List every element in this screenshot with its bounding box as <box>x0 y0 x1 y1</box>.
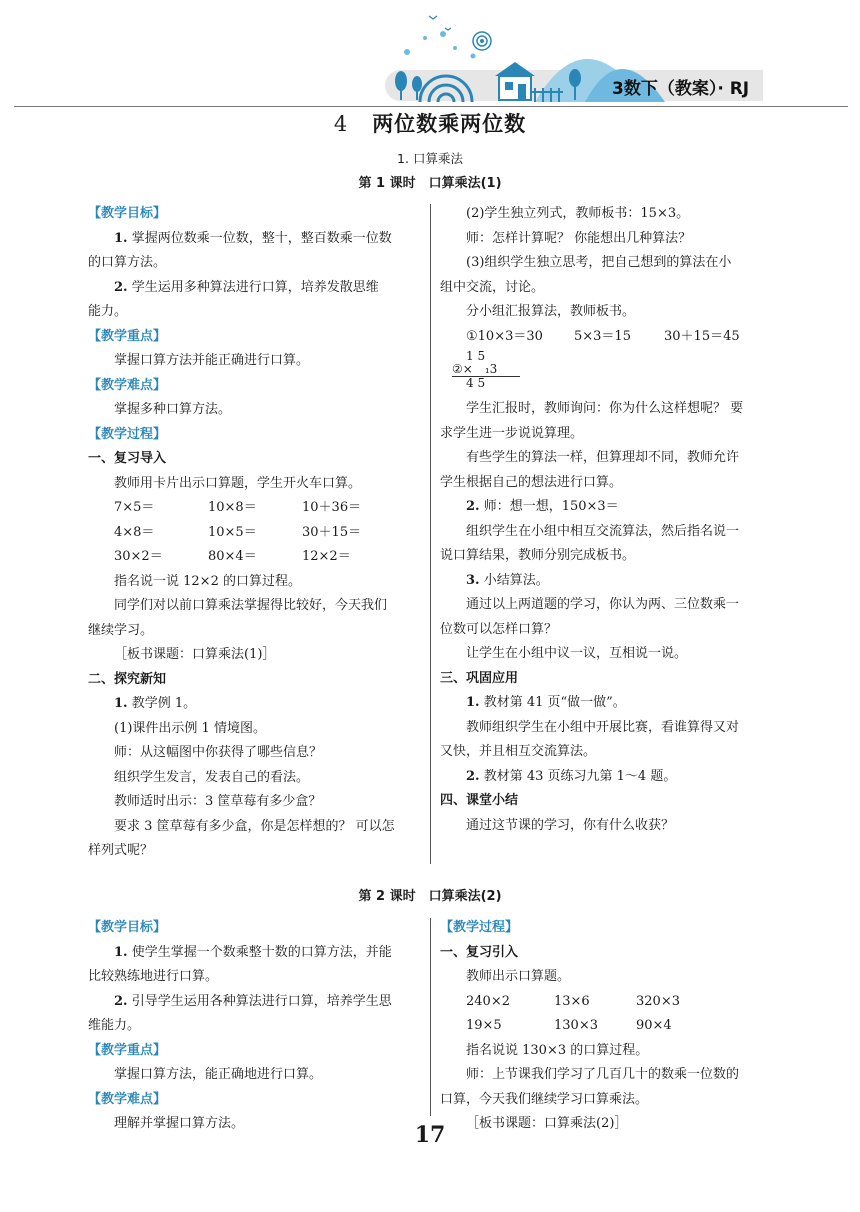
vertical-calculation <box>452 350 520 390</box>
paragraph: 说口算结果，教师分别完成板书。 <box>440 548 636 563</box>
page-header <box>0 0 860 110</box>
paragraph: 样列式呢？ <box>88 843 154 858</box>
paragraph: 位数可以怎样口算？ <box>440 621 558 637</box>
paragraph: 通过这节课的学习，你有什么收获？ <box>466 817 675 833</box>
exercise-row: 30×2＝ 80×4＝ 12×2＝ <box>114 549 351 564</box>
chapter-title <box>0 108 860 138</box>
header-label: 3数下（教案）· RJ <box>612 79 750 99</box>
difficulty-tag: 【教学难点】 <box>88 1091 167 1107</box>
section-title: 1. 口算乘法 <box>397 151 463 166</box>
paragraph: 师：上节课我们学习了几百几十的数乘一位数的 <box>466 1067 740 1082</box>
paragraph: 同学们对以前口算乘法掌握得比较好，今天我们 <box>114 598 388 613</box>
paragraph: 继续学习。 <box>88 622 154 638</box>
lesson1-right-column <box>440 202 776 838</box>
goal-1-line-2: 的口算方法。 <box>88 255 167 270</box>
paragraph: 组织学生在小组中相互交流算法，然后指名说一 <box>466 523 740 539</box>
process-tag: 【教学过程】 <box>88 426 167 442</box>
paragraph: 有些学生的算法一样，但算理却不同，教师允许 <box>466 450 740 465</box>
key-text: 掌握口算方法，能正确地进行口算。 <box>114 1067 323 1082</box>
goal-2-line-1: 2. 引导学生运用各种算法进行口算，培养学生思 <box>114 993 392 1009</box>
teaching-item: 2. 师：想一想，150×3＝ <box>466 499 619 514</box>
paragraph: (1)课件出示例 1 情境图。 <box>114 720 266 736</box>
paragraph: 让学生在小组中议一议，互相说一说。 <box>466 646 688 661</box>
paragraph: 教师用卡片出示口算题，学生开火车口算。 <box>114 475 362 491</box>
goal-1-line-2: 比较熟练地进行口算。 <box>88 969 219 984</box>
method-row: ①10×3＝30 5×3＝15 30＋15＝45 <box>466 328 740 344</box>
paragraph: 要求 3 筐草莓有多少盒，你是怎样想的？ 可以怎 <box>114 818 395 834</box>
lesson2-left-column <box>88 916 422 1137</box>
paragraph: 组织学生发言，发表自己的看法。 <box>114 769 310 785</box>
board-title: ［板书课题：口算乘法(1)］ <box>114 647 276 662</box>
lesson1-title: 第 1 课时 口算乘法(1) <box>358 176 502 191</box>
part1-heading: 一、复习引入 <box>440 944 519 960</box>
paragraph: 指名说说 130×3 的口算过程。 <box>466 1042 649 1058</box>
paragraph: 口算，今天我们继续学习口算乘法。 <box>440 1091 649 1107</box>
paragraph: 求学生进一步说说算理。 <box>440 425 584 441</box>
paragraph: 学生汇报时，教师询问：你为什么这样想呢？ 要 <box>466 401 744 416</box>
exercise-row: 4×8＝ 10×5＝ 30＋15＝ <box>114 524 362 540</box>
key-tag: 【教学重点】 <box>88 1042 167 1058</box>
paragraph: 分小组汇报算法，教师板书。 <box>466 304 636 319</box>
lesson1-left-column <box>88 202 422 864</box>
goal-tag: 【教学目标】 <box>88 206 167 221</box>
lesson2-right-column <box>440 916 776 1137</box>
paragraph: 教师出示口算题。 <box>466 969 571 984</box>
vertical-middle: ②× ₁3 <box>452 363 520 377</box>
lesson2-title: 第 2 课时 口算乘法(2) <box>358 889 502 904</box>
key-text: 掌握口算方法并能正确进行口算。 <box>114 353 310 368</box>
teaching-item: 1. 教学例 1。 <box>114 696 197 711</box>
exercise-row: 240×2 13×6 320×3 <box>466 993 680 1009</box>
part4-heading: 四、课堂小结 <box>440 793 519 808</box>
header-rule <box>14 106 848 107</box>
paragraph: 指名说一说 12×2 的口算过程。 <box>114 573 301 589</box>
paragraph: 师：从这幅图中你获得了哪些信息？ <box>114 745 323 760</box>
page-number: 17 <box>414 1122 446 1148</box>
column-divider <box>430 918 431 1116</box>
difficulty-text: 掌握多种口算方法。 <box>114 402 232 417</box>
part2-heading: 二、探究新知 <box>88 671 167 687</box>
paragraph: 教师组织学生在小组中开展比赛，看谁算得又对 <box>466 719 740 735</box>
part3-heading: 三、巩固应用 <box>440 670 519 686</box>
paragraph: 教师适时出示：3 筐草莓有多少盒？ <box>114 794 322 809</box>
vertical-top: 1 5 <box>466 349 486 363</box>
difficulty-text: 理解并掌握口算方法。 <box>114 1116 245 1131</box>
part1-heading: 一、复习导入 <box>88 451 167 466</box>
teaching-item: 1. 教材第 41 页“做一做”。 <box>466 695 626 710</box>
paragraph: 学生根据自己的想法进行口算。 <box>440 474 623 490</box>
paragraph: 又快，并且相互交流算法。 <box>440 744 597 759</box>
goal-2-line-1: 2. 学生运用多种算法进行口算，培养发散思维 <box>114 279 379 295</box>
paragraph: (2)学生独立列式，教师板书：15×3。 <box>466 206 690 221</box>
goal-1-line-1: 1. 掌握两位数乘一位数，整十，整百数乘一位数 <box>114 230 392 246</box>
process-tag: 【教学过程】 <box>440 920 519 935</box>
goal-tag: 【教学目标】 <box>88 920 167 935</box>
paragraph: 组中交流，讨论。 <box>440 279 545 295</box>
chapter-number: 4 <box>333 112 349 136</box>
difficulty-tag: 【教学难点】 <box>88 377 167 393</box>
goal-2-line-2: 维能力。 <box>88 1018 141 1033</box>
key-tag: 【教学重点】 <box>88 328 167 344</box>
goal-1-line-1: 1. 使学生掌握一个数乘整十数的口算方法，并能 <box>114 944 392 960</box>
teaching-item: 3. 小结算法。 <box>466 572 549 588</box>
paragraph: 师：怎样计算呢？ 你能想出几种算法？ <box>466 230 692 246</box>
teaching-item: 2. 教材第 43 页练习九第 1～4 题。 <box>466 768 677 784</box>
paragraph: 通过以上两道题的学习，你认为两、三位数乘一 <box>466 597 740 612</box>
chapter-name: 两位数乘两位数 <box>372 112 527 136</box>
goal-2-line-2: 能力。 <box>88 304 128 319</box>
vertical-result: 4 5 <box>466 376 486 390</box>
paragraph: (3)组织学生独立思考，把自己想到的算法在小 <box>466 255 732 270</box>
column-divider <box>430 204 431 864</box>
board-title: ［板书课题：口算乘法(2)］ <box>466 1116 628 1131</box>
exercise-row: 19×5 130×3 90×4 <box>466 1018 672 1033</box>
exercise-row: 7×5＝ 10×8＝ 10＋36＝ <box>114 500 362 515</box>
